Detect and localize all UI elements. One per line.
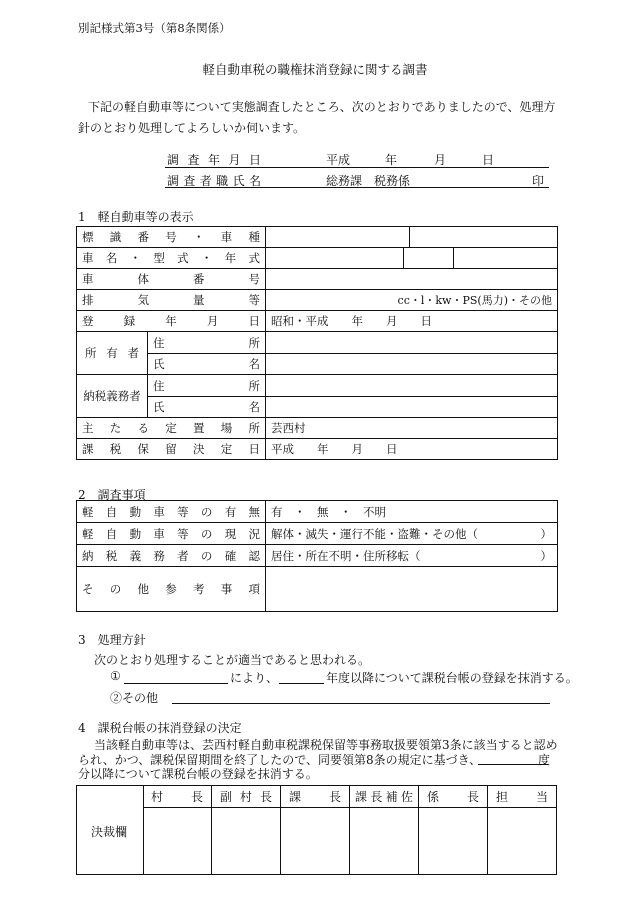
hold-date-field[interactable]: 平成 年 月 日	[266, 439, 558, 460]
other-notes-field[interactable]	[266, 567, 558, 612]
survey-era: 平成	[326, 153, 351, 167]
table-row	[77, 290, 558, 311]
table-row	[77, 227, 558, 248]
table-row	[77, 248, 558, 269]
registered-date-field[interactable]: 昭和・平成 年 月 日	[266, 311, 558, 332]
form-number: 別記様式第3号（第8条関係）	[78, 21, 231, 35]
registered-label-cell: 登 録 年 月 日	[77, 311, 266, 332]
status-label-cell: 軽 自 動 車 等 の 現 況	[77, 523, 266, 545]
approval-slot-village-head[interactable]	[143, 786, 212, 874]
section-2-heading: 2 調査事項	[78, 488, 146, 502]
decision-label: 決裁欄	[91, 825, 128, 839]
section-4-line-1: 当該軽自動車等は、芸西村軽自動車税課税保留等事務取扱要領第3条に該当すると認め	[94, 738, 558, 752]
table-row	[77, 375, 558, 397]
table-row	[77, 269, 558, 290]
surveyor-department: 総務課 税務係	[326, 174, 411, 188]
model-year-field[interactable]	[454, 248, 558, 269]
survey-year: 年	[385, 153, 398, 167]
plate-label-cell: 標 識 番 号 ・ 車 種	[77, 227, 266, 248]
table-row	[77, 354, 558, 375]
surveyor-underline	[165, 187, 549, 188]
storage-location-field[interactable]: 芸西村	[266, 418, 558, 439]
owner-name-field[interactable]	[266, 354, 558, 375]
owner-address-field[interactable]	[266, 332, 558, 354]
status-field[interactable]: 解体・滅失・運行不能・盗難・その他（ ）	[266, 523, 558, 545]
intro-line-1: 下記の軽自動車等について実態調査したところ、次のとおりでありましたので、処理方	[88, 100, 556, 114]
table-row	[77, 439, 558, 460]
approval-slot-section-chief[interactable]	[281, 786, 350, 874]
taxpayer-name-label: 氏 名	[148, 397, 266, 418]
table-row	[77, 311, 558, 332]
hold-date-label-cell: 課 税 保 留 決 定 日	[77, 439, 266, 460]
approval-col-section-chief: 課 長	[289, 790, 341, 804]
vehicle-table	[76, 226, 558, 460]
make-field[interactable]	[266, 248, 404, 269]
table-row	[77, 332, 558, 354]
approval-col-staff: 担 当	[496, 790, 548, 804]
approval-slot-assistant-chief[interactable]	[350, 786, 419, 874]
confirm-label-cell: 納 税 義 務 者 の 確 認	[77, 545, 266, 567]
approval-col-deputy-head: 副 村 長	[220, 790, 272, 804]
approval-col-unit-chief: 係 長	[427, 790, 479, 804]
confirm-field[interactable]: 居住・所在不明・住所移転（ ）	[266, 545, 558, 567]
taxpayer-address-label: 住 所	[148, 375, 266, 397]
policy-year-blank[interactable]	[279, 683, 324, 684]
storage-label-cell: 主 た る 定 置 場 所	[77, 418, 266, 439]
body-number-field[interactable]	[266, 269, 558, 290]
vehicle-type-field[interactable]	[410, 227, 558, 248]
policy-item-1-mark: ①	[110, 669, 121, 683]
document-title: 軽自動車税の職権抹消登録に関する調書	[202, 62, 428, 77]
survey-date-underline	[165, 167, 549, 168]
section-3-heading: 3 処理方針	[78, 633, 146, 647]
section-4-line-2-end: 度	[538, 753, 551, 767]
plate-number-field[interactable]	[266, 227, 410, 248]
taxpayer-name-field[interactable]	[266, 397, 558, 418]
table-row	[77, 567, 558, 612]
existence-label-cell: 軽 自 動 車 等 の 有 無	[77, 501, 266, 523]
section-4-line-3: 分以降について課税台帳の登録を抹消する。	[78, 767, 318, 781]
section-3-line-1: 次のとおり処理することが適当であると思われる。	[94, 653, 371, 667]
existence-field[interactable]: 有 ・ 無 ・ 不明	[266, 501, 558, 523]
displacement-field[interactable]: cc・l・kw・PS(馬力)・その他	[266, 290, 558, 311]
section-1-heading: 1 軽自動車等の表示	[78, 210, 194, 224]
approval-slot-staff[interactable]	[488, 786, 556, 874]
taxpayer-label-cell: 納税義務者	[77, 375, 148, 418]
table-row	[77, 523, 558, 545]
intro-line-2: 針のとおり処理してよろしいか伺います。	[78, 121, 306, 135]
policy-other-blank[interactable]	[172, 703, 550, 704]
approval-col-assistant-chief: 課 長 補 佐	[355, 790, 413, 804]
section-4-line-2: られ、かつ、課税保留期間を終了したので、同要領第8条の規定に基づき、	[78, 753, 482, 767]
owner-name-label: 氏 名	[148, 354, 266, 375]
policy-item-2: ②その他	[110, 691, 159, 705]
survey-table	[76, 500, 558, 612]
body-no-label-cell: 車 体 番 号	[77, 269, 266, 290]
section-4-heading: 4 課税台帳の抹消登録の決定	[78, 721, 242, 735]
table-row	[77, 418, 558, 439]
decision-box	[76, 785, 557, 875]
survey-month: 月	[434, 153, 447, 167]
seal-mark: 印	[532, 174, 545, 188]
policy-reason-blank[interactable]	[124, 683, 228, 684]
table-row	[77, 397, 558, 418]
surveyor-label: 調 査 者 職 氏 名	[167, 174, 261, 188]
approval-columns	[143, 786, 556, 874]
owner-address-label: 住 所	[148, 332, 266, 354]
survey-day: 日	[482, 153, 495, 167]
displacement-label-cell: 排 気 量 等	[77, 290, 266, 311]
policy-item-1-end: 年度以降について課税台帳の登録を抹消する。	[326, 671, 578, 685]
table-row	[77, 501, 558, 523]
owner-label-cell: 所 有 者	[77, 332, 148, 375]
survey-date-label: 調 査 年 月 日	[167, 153, 261, 167]
policy-item-1-mid: により、	[230, 671, 279, 685]
table-row	[77, 545, 558, 567]
approval-slot-unit-chief[interactable]	[419, 786, 488, 874]
model-label-cell: 車 名 ・ 型 式 ・ 年 式	[77, 248, 266, 269]
model-field[interactable]	[404, 248, 454, 269]
approval-col-village-head: 村 長	[151, 790, 203, 804]
other-label-cell: そ の 他 参 考 事 項	[77, 567, 266, 612]
taxpayer-address-field[interactable]	[266, 375, 558, 397]
approval-slot-deputy-head[interactable]	[212, 786, 281, 874]
